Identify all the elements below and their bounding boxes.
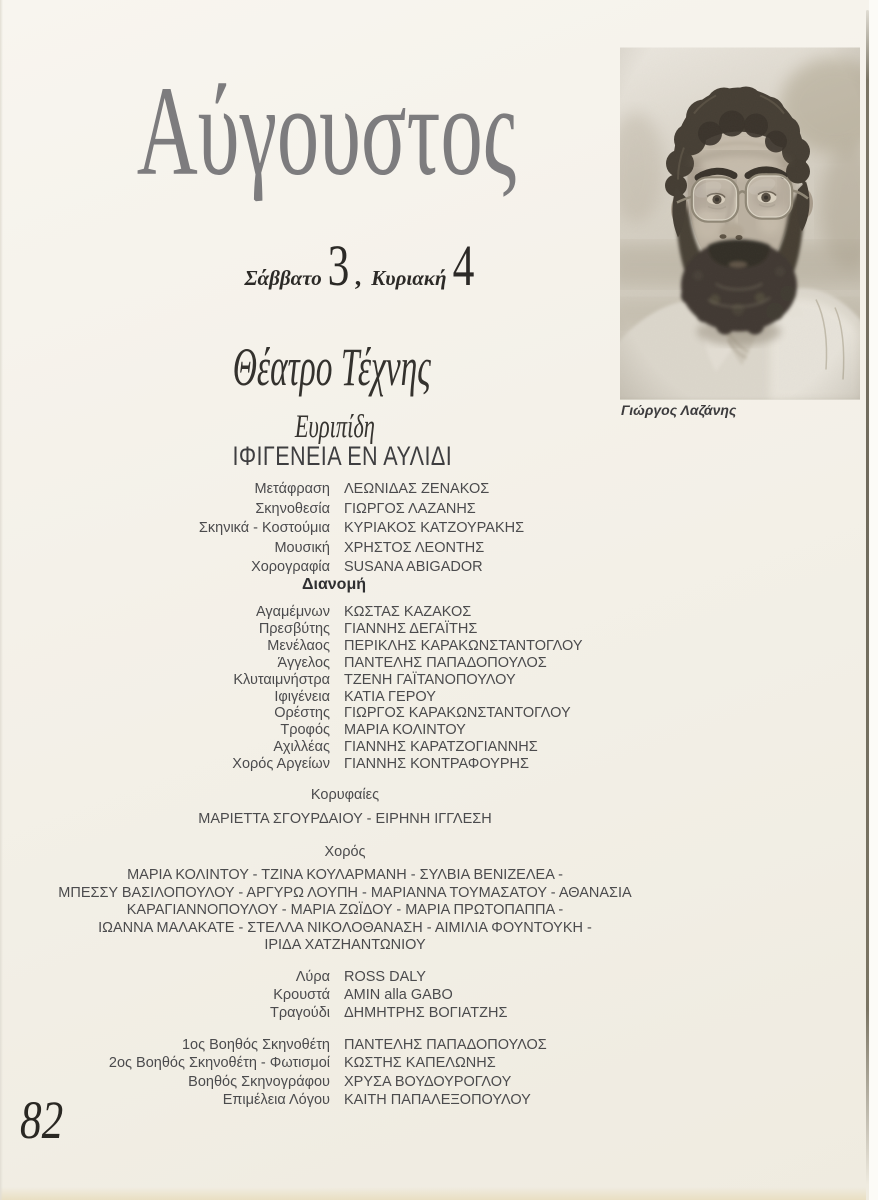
cast-row — [0, 705, 620, 722]
staff-credit-value: ΚΑΙΤΗ ΠΑΠΑΛΕΞΟΠΟΥΛΟΥ — [344, 1091, 531, 1108]
theater-name-text: Θέατρο Τέχνης — [232, 337, 432, 397]
cast-role: Χορός Αργείων — [232, 756, 330, 773]
music-credit-label: Τραγούδι — [269, 1005, 330, 1022]
cast-list — [0, 604, 620, 773]
credit-row — [0, 500, 620, 520]
staff-credit-row — [0, 1091, 620, 1109]
staff-credit-label: 1ος Βοηθός Σκηνοθέτη — [181, 1037, 330, 1053]
staff-credit-row — [0, 1054, 620, 1072]
cast-actor: ΠΕΡΙΚΛΗΣ ΚΑΡΑΚΩΝΣΤΑΝΤΟΓΛΟΥ — [344, 637, 583, 654]
cast-role: Κλυταιμνήστρα — [233, 671, 330, 688]
production-credits — [0, 480, 620, 578]
cast-actor: ΜΑΡΙΑ ΚΟΛΙΝΤΟΥ — [344, 722, 466, 739]
scan-edge-line — [866, 10, 869, 1185]
cast-row — [0, 756, 620, 773]
play-title-text: ΙΦΙΓΕΝΕΙΑ ΕΝ ΑΥΛΙΔΙ — [232, 441, 452, 471]
page-number-text: 82 — [20, 1090, 64, 1150]
credit-value: ΓΙΩΡΓΟΣ ΛΑΖΑΝΗΣ — [344, 500, 476, 517]
cast-row — [0, 672, 620, 689]
cast-role: Άγγελος — [277, 654, 330, 671]
cast-role: Ορέστης — [274, 705, 330, 722]
music-credit-value: ROSS DALY — [344, 969, 426, 985]
scan-left-edge — [0, 0, 3, 1200]
date-day1-number: 3 — [327, 233, 350, 298]
music-credit-row — [0, 986, 620, 1004]
cast-actor: ΚΩΣΤΑΣ ΚΑΖΑΚΟΣ — [344, 604, 472, 620]
cast-row — [0, 689, 620, 706]
chorus-names — [0, 867, 690, 955]
cast-actor: ΓΙΑΝΝΗΣ ΚΑΡΑΤΖΟΓΙΑΝΝΗΣ — [344, 739, 538, 756]
cast-row — [0, 739, 620, 756]
page-number — [20, 1092, 74, 1148]
music-credit-value: AMIN alla GABO — [344, 987, 453, 1004]
scan-bottom-band — [0, 1187, 866, 1200]
music-credit-row — [0, 968, 620, 986]
staff-credit-value: ΚΩΣΤΗΣ ΚΑΠΕΛΩΝΗΣ — [344, 1055, 496, 1072]
month-title-text: Αύγουστος — [136, 60, 516, 202]
credit-label: Σκηνοθεσία — [255, 500, 330, 517]
date-day1-label: Σάββατο — [244, 266, 322, 290]
date-separator: , — [354, 262, 362, 291]
chorus-line: ΚΑΡΑΓΙΑΝΝΟΠΟΥΛΟΥ - ΜΑΡΙΑ ΖΩΪΔΟΥ - ΜΑΡΙΑ ΠΡΩΤΟΠΑΠΠΑ - — [126, 902, 564, 919]
credit-value: ΚΥΡΙΑΚΟΣ ΚΑΤΖΟΥΡΑΚΗΣ — [344, 520, 525, 537]
cast-role: Αχιλλέας — [273, 739, 330, 756]
music-credit-value: ΔΗΜΗΤΡΗΣ ΒΟΓΙΑΤΖΗΣ — [344, 1005, 508, 1022]
chorus-line: ΙΩΑΝΝΑ ΜΑΛΑΚΑΤΕ - ΣΤΕΛΛΑ ΝΙΚΟΛΟΘΑΝΑΣΗ - ΑΙΜΙΛΙΑ ΦΟΥΝΤΟΥΚΗ - — [98, 919, 592, 936]
cast-actor: ΠΑΝΤΕΛΗΣ ΠΑΠΑΔΟΠΟΥΛΟΣ — [344, 654, 547, 671]
cast-heading: Διανομή — [302, 576, 367, 593]
performance-dates — [0, 233, 724, 298]
author-name — [0, 409, 670, 445]
credit-label: Μετάφραση — [254, 481, 330, 497]
credit-value: ΛΕΩΝΙΔΑΣ ΖΕΝΑΚΟΣ — [344, 481, 490, 497]
staff-credit-label: Επιμέλεια Λόγου — [222, 1091, 330, 1108]
cast-row — [0, 655, 620, 672]
credit-row — [0, 539, 620, 559]
cast-actor: ΓΙΑΝΝΗΣ ΔΕΓΑΪΤΗΣ — [344, 620, 478, 637]
music-credit-label: Κρουστά — [273, 987, 330, 1004]
cast-role: Αγαμέμνων — [255, 604, 330, 620]
play-title — [0, 441, 684, 471]
chorus-heading: Χορός — [324, 844, 366, 860]
cast-actor: ΚΑΤΙΑ ΓΕΡΟΥ — [344, 688, 436, 705]
leads-heading: Κορυφαίες — [310, 787, 380, 803]
photo-caption: Γιώργος Λαζάνης — [621, 402, 737, 418]
music-credit-row — [0, 1004, 620, 1022]
staff-credit-row — [0, 1073, 620, 1091]
theater-name — [0, 338, 664, 396]
credit-label: Χορογραφία — [251, 559, 330, 576]
cast-actor: ΓΙΩΡΓΟΣ ΚΑΡΑΚΩΝΣΤΑΝΤΟΓΛΟΥ — [344, 705, 571, 722]
portrait-photo — [620, 47, 860, 400]
staff-credits — [0, 1036, 620, 1109]
staff-credit-value: ΠΑΝΤΕΛΗΣ ΠΑΠΑΔΟΠΟΥΛΟΣ — [344, 1037, 547, 1053]
chorus-line: ΙΡΙΔΑ ΧΑΤΖΗΑΝΤΩΝΙΟΥ — [264, 937, 426, 954]
cast-actor: ΓΙΑΝΝΗΣ ΚΟΝΤΡΑΦΟΥΡΗΣ — [344, 756, 529, 773]
credit-value: ΧΡΗΣΤΟΣ ΛΕΟΝΤΗΣ — [344, 539, 485, 556]
date-day2-label: Κυριακή — [371, 266, 447, 290]
cast-role: Ιφιγένεια — [274, 688, 330, 705]
author-name-text: Ευριπίδη — [294, 409, 376, 445]
staff-credit-label: 2ος Βοηθός Σκηνοθέτη - Φωτισμοί — [108, 1055, 330, 1072]
portrait-photo-svg — [620, 47, 860, 400]
music-credits — [0, 968, 620, 1023]
cast-row — [0, 638, 620, 655]
staff-credit-value: ΧΡΥΣΑ ΒΟΥΔΟΥΡΟΓΛΟΥ — [344, 1073, 512, 1090]
chorus-line: ΜΠΕΣΣΥ ΒΑΣΙΛΟΠΟΥΛΟΥ - ΑΡΓΥΡΩ ΛΟΥΠΗ - ΜΑΡΙΑΝΝΑ ΤΟΥΜΑΣΑΤΟΥ - ΑΘΑΝΑΣΙΑ — [58, 884, 632, 901]
date-day2-number: 4 — [452, 233, 474, 298]
music-credit-label: Λύρα — [295, 969, 330, 985]
credit-value: SUSANA ABIGADOR — [344, 559, 483, 576]
cast-row — [0, 722, 620, 739]
staff-credit-label: Βοηθός Σκηνογράφου — [188, 1073, 330, 1090]
credit-row — [0, 480, 620, 500]
cast-row — [0, 621, 620, 638]
leads-names: ΜΑΡΙΕΤΤΑ ΣΓΟΥΡΔΑΙΟΥ - ΕΙΡΗΝΗ ΙΓΓΛΕΣΗ — [198, 811, 492, 827]
month-title — [0, 61, 652, 201]
cast-actor: ΤΖΕΝΗ ΓΑΪΤΑΝΟΠΟΥΛΟΥ — [344, 671, 516, 688]
cast-role: Τροφός — [280, 722, 330, 739]
credit-label: Σκηνικά - Κοστούμια — [198, 520, 330, 537]
cast-role: Πρεσβύτης — [258, 620, 330, 637]
cast-role: Μενέλαος — [267, 637, 330, 654]
scan-white-strip — [869, 0, 878, 1200]
cast-row — [0, 604, 620, 621]
staff-credit-row — [0, 1036, 620, 1054]
chorus-line: ΜΑΡΙΑ ΚΟΛΙΝΤΟΥ - ΤΖΙΝΑ ΚΟΥΛΑΡΜΑΝΗ - ΣΥΛΒΙΑ ΒΕΝΙΖΕΛΕΑ - — [127, 867, 563, 883]
credit-row — [0, 519, 620, 539]
credit-label: Μουσική — [274, 539, 330, 556]
